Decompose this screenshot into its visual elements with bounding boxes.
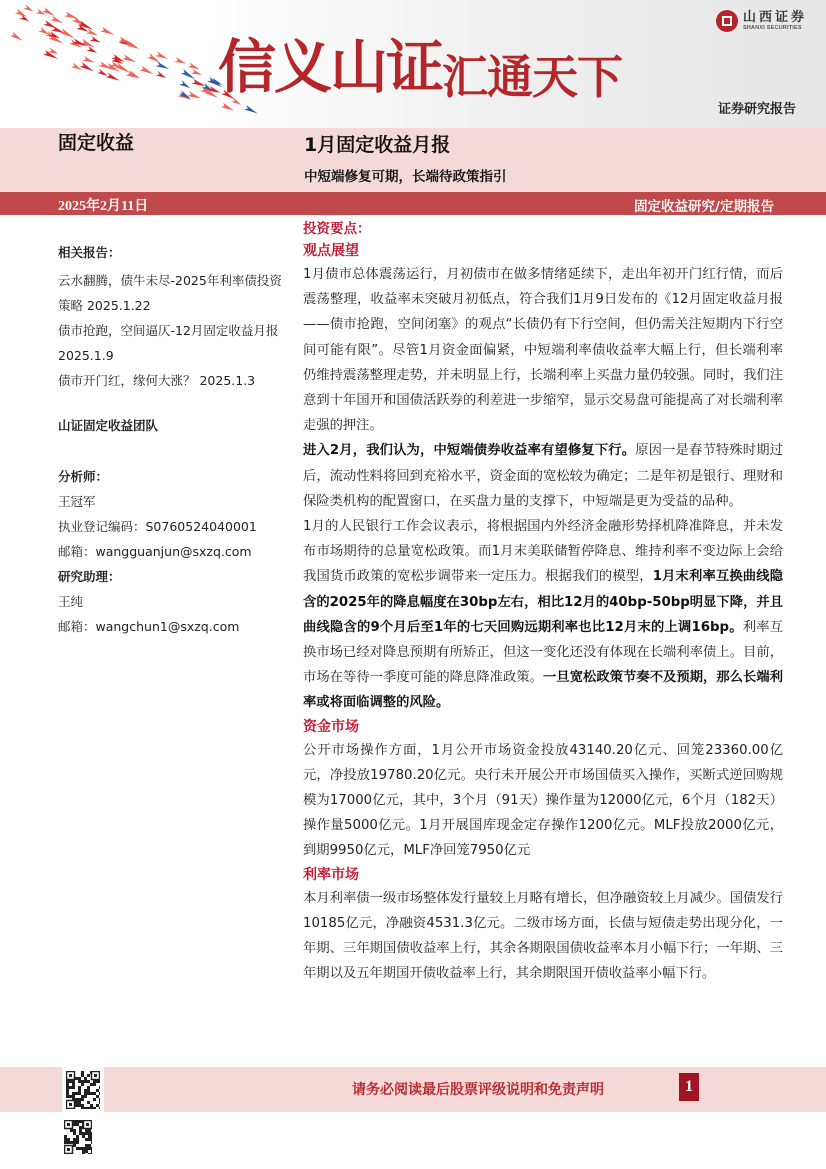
arrow-shape (80, 62, 95, 73)
outlook-highlight: 一旦宽松政策节奏不及预期，那么长端利率或将面临调整的风险。 (303, 670, 784, 711)
analyst-label: 分析师： (58, 469, 109, 484)
section-heading-rate-market: 利率市场 (303, 866, 359, 883)
team-name: 山证固定收益团队 (58, 418, 159, 433)
arrow-shape (23, 4, 34, 13)
analyst-name: 王冠军 (58, 494, 96, 509)
money-market-paragraph: 公开市场操作方面，1月公开市场资金投放43140.20亿元、回笼23360.00亿元，净投放19780.20亿元。央行未开展公开市场国债买入操作，买断式逆回购规模为17000亿元，其中，3个月（91天）操作量为12000亿元，6个月（182天）操作量5000亿元。1月开展国库现金定存操作1200亿元。MLF投放2000亿元，到期9950亿元，MLF净回笼7950亿元 (303, 742, 783, 859)
page-number: 1 (679, 1073, 699, 1101)
outlook-paragraph-3 (303, 514, 783, 716)
arrow-shape (42, 7, 56, 18)
analyst-license: 执业登记编码：S0760524040001 (58, 519, 257, 534)
arrow-shape (82, 56, 95, 65)
report-class: 固定收益研究/定期报告 (634, 199, 774, 215)
arrow-shape (156, 71, 168, 80)
section-heading-outlook: 观点展望 (303, 243, 359, 259)
slogan (218, 20, 622, 104)
arrow-shape (128, 70, 142, 80)
key-points-heading: 投资要点： (303, 221, 371, 237)
arrow-shape (156, 62, 170, 71)
arrow-shape (179, 80, 191, 90)
arrow-shape (60, 28, 76, 40)
company-logo (716, 10, 807, 32)
arrow-shape (191, 69, 203, 77)
report-title: 1月固定收益月报 (304, 134, 451, 156)
header-banner (0, 0, 826, 128)
disclaimer-notice: 请务必阅读最后股票评级说明和免责声明 (352, 1082, 604, 1098)
arrow-shape (86, 29, 99, 38)
outlook-paragraph-2 (303, 438, 783, 514)
assistant-name: 王纯 (58, 594, 84, 609)
related-report-link-cont[interactable]: 2025.1.9 (58, 348, 114, 363)
outlook-text: 1月的人民银行工作会议表示，将根据国内外经济金融形势择机降准降息，并未发布市场期待的总量宽松政策。而1月末美联储暂停降息、维持利率不变边际上会给我国货币政策的宽松步调带来一定压力。根据我们的模型， (303, 519, 783, 585)
logo-emblem-icon (716, 10, 738, 32)
arrow-shape (36, 8, 47, 16)
assistant-email[interactable]: 邮箱：wangchun1@sxzq.com (58, 619, 240, 634)
analyst-email[interactable]: 邮箱：wangguanjun@sxzq.com (58, 544, 252, 559)
arrow-shape (50, 16, 64, 26)
arrow-shape (97, 69, 109, 78)
arrow-shape (174, 57, 187, 66)
arrow-shape (100, 27, 115, 37)
related-report-link[interactable]: 债市开门红，缘何大涨？ 2025.1.3 (58, 373, 256, 388)
arrow-shape (87, 46, 99, 55)
related-reports-label: 相关报告： (58, 245, 121, 260)
arrow-shape (221, 103, 235, 113)
report-date: 2025年2月11日 (58, 199, 149, 214)
main-content (303, 218, 783, 986)
section-heading-money-market: 资金市场 (303, 718, 359, 735)
logo-name-cn: 山西证券 (743, 10, 808, 25)
logo-name-en: SHANXI SECURITIES (743, 25, 802, 31)
report-subtitle: 中短端修复可期，长端待政策指引 (304, 169, 507, 185)
arrow-shape (15, 9, 28, 19)
outlook-paragraph-1: 1月债市总体震荡运行，月初债市在做多情绪延续下，走出年初开门红行情，而后震荡整理，收益率未突破月初低点，符合我们1月9日发布的《12月固定收益月报——债市抢跑，空间闭塞》的观点“长债仍有下行空间，但仍需关注短期内下行空间可能有限”。尽管1月资金面偏紧，中短端利率债收益率大幅上行，但长端利率仍维持震荡整理走势，并未明显上行，长端利率上买盘力量仍较强。同时，我们注意到十年国开和国债活跃券的利差进一步缩窄，显示交易盘可能提高了对长端利率走强的押注。 (303, 267, 783, 434)
arrow-shape (155, 51, 169, 60)
arrow-shape (140, 66, 155, 76)
slogan-big: 信义山证 (218, 33, 443, 101)
slogan-small: 汇通天下 (442, 50, 623, 104)
outlook-highlight: 1月末利率互换曲线隐含的2025年的降息幅度在30bp左右，相比12月的40bp-50bp明显下降，并且曲线隐含的9个月后至1年的七天回购远期利率也比12月末的上调16bp。 (303, 569, 783, 635)
related-report-link[interactable]: 债市抢跑，空间逼仄-12月固定收益月报 (58, 323, 279, 338)
report-type-label: 证券研究报告 (718, 102, 797, 117)
arrow-shape (122, 54, 137, 64)
arrow-shape (106, 72, 121, 82)
related-report-link[interactable]: 云水翻腾，债牛未尽-2025年利率债投资 (58, 273, 282, 288)
assistant-label: 研究助理： (58, 569, 121, 584)
report-category: 固定收益 (58, 132, 135, 154)
outlook-text: 原因一是春节特殊时期过后，流动性料将回到充裕水平，资金面的宽松较为确定；二是年初是银行、理财和保险类机构的配置窗口，在买盘力量的支撑下，中短端是更为受益的品种。 (303, 443, 783, 509)
sidebar (58, 240, 290, 639)
qr-code-icon (64, 1120, 92, 1154)
rate-market-paragraph: 本月利率债一级市场整体发行量较上月略有增长，但净融资较上月减少。国债发行10185亿元，净融资4531.3亿元。二级市场方面，长债与短债走势出现分化，一年期、三年期国债收益率上行，其余各期限国债收益率本月小幅下行；一年期、三年期以及五年期国开债收益率上行，其余期限国开债收益率小幅下行。 (303, 890, 783, 982)
outlook-highlight: 进入2月，我们认为，中短端债券收益率有望修复下行。 (303, 443, 636, 459)
outlook-text: 利率互换市场已经对降息预期有所矫正，但这一变化还没有体现在长端利率债上。目前，市场在等待一季度可能的降息降准政策。 (303, 619, 783, 686)
qr-code-icon (62, 1067, 104, 1113)
arrow-shape (10, 32, 24, 43)
arrow-shape (71, 63, 83, 72)
arrow-shape (244, 105, 259, 115)
date-bar (0, 192, 826, 215)
related-report-link-cont[interactable]: 策略 2025.1.22 (58, 298, 151, 313)
arrow-shape (90, 36, 102, 44)
